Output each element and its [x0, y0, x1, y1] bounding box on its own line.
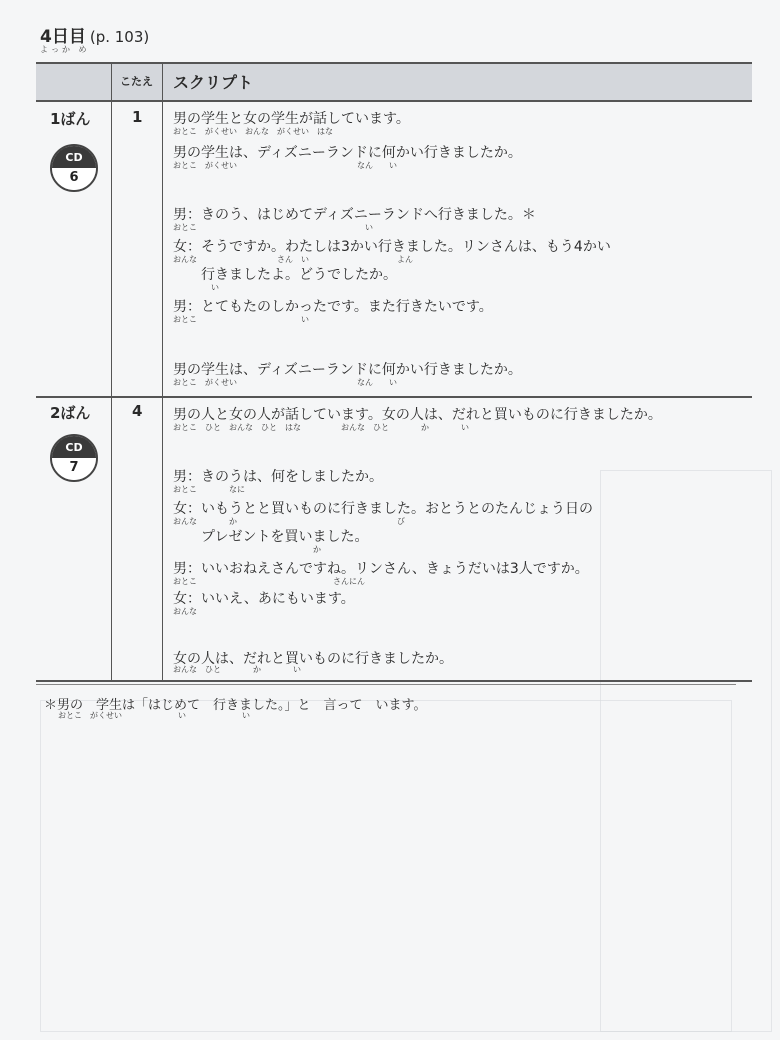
script-table — [36, 62, 752, 682]
script-line: 男の人と女の人が話しています。女の人は、だれと買いものに行きましたか。 — [173, 407, 662, 423]
header-script: スクリプト — [173, 73, 254, 92]
script-line: 男：いいおねえさんですね。リンさん、きょうだいは3人ですか。 — [173, 561, 589, 577]
footnote-divider — [36, 684, 736, 685]
cd-track-number: 6 — [52, 168, 96, 190]
cd-label: CD — [52, 436, 96, 458]
page-title: 4日目 (p. 103) — [40, 27, 150, 47]
footnote-furigana: おとこ がくせい い い — [58, 711, 250, 720]
script-line: 行きましたよ。どうでしたか。 — [173, 267, 397, 283]
row-divider — [36, 396, 752, 398]
script-line: 男：きのうは、何をしましたか。 — [173, 469, 383, 485]
cd-label: CD — [52, 146, 96, 168]
furigana: か — [313, 545, 321, 554]
title-ruby: よっか め — [40, 45, 90, 54]
script-line: 男の学生は、ディズニーランドに何かい行きましたか。 — [173, 362, 522, 378]
script-line: 男の学生と女の学生が話しています。 — [173, 111, 410, 127]
bleed-through-box — [40, 700, 732, 1032]
script-line: 男：きのう、はじめてディズニーランドへ行きました。＊ — [173, 207, 536, 223]
furigana: おとこ い — [173, 223, 373, 232]
question-number: 1ばん — [50, 110, 91, 128]
furigana: おとこ がくせい おんな がくせい はな — [173, 127, 333, 136]
script-line: プレゼントを買いました。 — [173, 529, 369, 545]
question-number: 2ばん — [50, 404, 91, 422]
script-line: 男の学生は、ディズニーランドに何かい行きましたか。 — [173, 145, 522, 161]
furigana: おとこ ひと おんな ひと はな おんな ひと か い — [173, 423, 469, 432]
script-line: 女：いもうとと買いものに行きました。おとうとのたんじょう日の — [173, 501, 593, 517]
footnote: ＊男の 学生は「はじめて 行きました。」と 言って います。 — [44, 698, 427, 713]
column-divider — [162, 64, 163, 680]
furigana: おとこ なに — [173, 485, 245, 494]
cd-track-badge — [50, 434, 98, 482]
furigana: おとこ がくせい なん い — [173, 378, 397, 387]
script-line: 女：いいえ、あにもいます。 — [173, 591, 355, 607]
furigana: おんな ひと か い — [173, 665, 301, 674]
furigana: おとこ がくせい なん い — [173, 161, 397, 170]
script-line: 女：そうですか。わたしは3かい行きました。リンさんは、もう4かい — [173, 239, 611, 255]
table-header — [36, 64, 752, 102]
cd-track-number: 7 — [52, 458, 96, 480]
script-line: 女の人は、だれと買いものに行きましたか。 — [173, 651, 453, 667]
answer: 1 — [132, 108, 143, 126]
furigana: おんな か び — [173, 517, 405, 526]
header-answer: こたえ — [120, 75, 153, 88]
column-divider — [111, 64, 112, 680]
furigana: おとこ い — [173, 315, 309, 324]
page-reference: (p. 103) — [89, 28, 150, 46]
furigana: い — [211, 283, 219, 292]
furigana: おとこ さんにん — [173, 577, 365, 586]
furigana: おんな さん い よん — [173, 255, 413, 264]
furigana: おんな — [173, 607, 197, 616]
answer: 4 — [132, 402, 143, 420]
cd-track-badge — [50, 144, 98, 192]
script-line: 男：とてもたのしかったです。また行きたいです。 — [173, 299, 493, 315]
